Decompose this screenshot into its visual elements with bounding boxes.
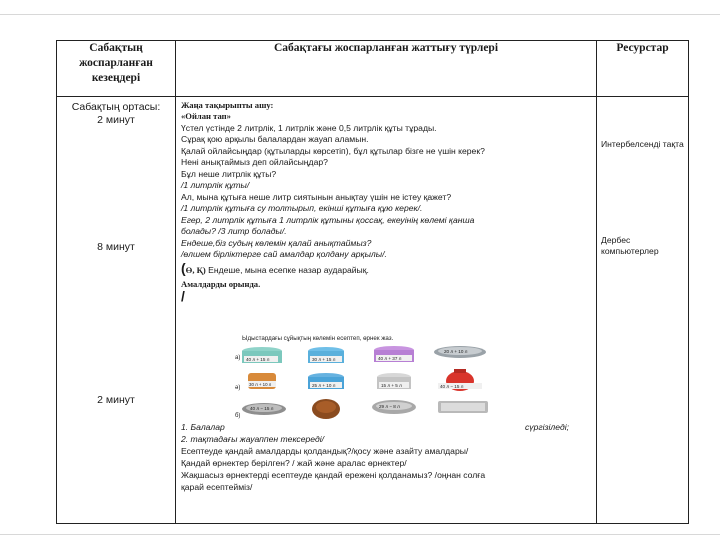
answer-line: /өлшем бірліктерге сай амалдар қолдану арқылы/. [181,249,387,259]
assessment-code: Ө, Қ) [185,265,206,275]
pot-label-9: 40 л − 15 л [250,406,274,411]
pan-4 [434,346,486,358]
pot-3 [374,346,414,362]
answer-line: /1 литрлік құтыға су толтырып, екінші құтыға құю керек/. [181,203,423,213]
text-line: Жақшасыз өрнектерді есептеуде қандай ережені қолданамыз? /оңнан солға [181,470,486,480]
activity-title: «Ойлан тап» [181,111,231,121]
slide-bottom-rule [0,534,720,535]
pot-label-7: 15 л + 5 л [381,383,402,388]
text-line: Егер, 2 литрлік құтыға 1 литрлік құтыны қоссақ, екеуінің көлемі қанша [181,215,475,225]
assessment-text: Ендеше, мына есепке назар аударайық. [205,265,369,275]
text-line: Қандай өрнектер берілген? / жай және аралас өрнектер/ [181,458,407,468]
slide-top-rule [0,14,720,15]
lesson-plan-table [56,40,689,524]
pot-label-10: 29 л − 8 л [379,404,400,409]
basket-12 [312,399,340,419]
pot-label-3: 40 л + 37 л [378,356,402,361]
pot-label-1: 40 л + 15 л [246,357,270,362]
resource-interactive-board: Интербелсенді тақта [601,139,684,149]
text-line: Ендеше,біз судың көлемін қалай анықтаймыз? [181,238,372,248]
text-line: Бұл неше литрлік құты? [181,169,277,179]
paren-mark: ( [181,260,186,276]
jar-5 [248,373,276,389]
pot-label-5: 30 л + 10 л [249,382,272,387]
stage-2-time: 8 минут [97,241,135,253]
answer-line: /1 литрлік құты/ [181,180,250,190]
text-line: Қалай ойлайсыңдар (құтыларды көрсетіп), бұл құтылар бізге не үшін керек? [181,146,485,156]
text-line: Сұрақ қою арқылы балалардан жауап аламын. [181,134,369,144]
pot-7 [377,373,411,389]
row-b-label: ә) [235,385,241,391]
header-resources: Ресурстар [597,41,689,97]
assessment-line [181,260,369,276]
pot-label-8: 40 л − 15 л [440,384,464,389]
text-line: 2. тақтадағы жауаппен тексереді/ [181,434,325,444]
header-row [57,41,689,97]
stage-1-time: 2 минут [97,114,135,126]
text-line-left: 1. Балалар [181,422,225,432]
pot-2 [308,347,344,363]
stage-middle-label: Сабақтың ортасы: [71,101,161,113]
pot-label-4: 20 л + 10 л [444,349,468,354]
slash-mark: / [181,288,185,304]
pot-label-6: 25 л + 10 л [312,383,336,388]
answer-line: болады? /3 литр болады/. [181,226,287,236]
text-line: Нені анықтаймыз деп ойлайсыңдар? [181,157,328,167]
stage-3-time: 2 минут [97,394,135,406]
pot-1 [242,347,282,363]
header-stages: Сабақтың жоспарланған кезеңдері [57,41,176,97]
liquid-volume-figure [234,331,500,427]
stages-cell [57,97,176,524]
figure-caption: Ыдыстардағы сұйықтың көлемін есептеп, өрнек жаз. [242,335,394,342]
text-line: Есептеуде қандай амалдарды қолдандық?/қосу және азайту амалдары/ [181,446,469,456]
text-line: қарай есептейміз/ [181,482,253,492]
text-line: Ал, мына құтыға неше литр сиятынын анықтау үшін не істеу қажет? [181,192,452,202]
task-heading: Амалдарды орында. [181,279,261,289]
pot-6 [308,373,344,389]
row-c-label: б) [235,413,241,419]
tray-11 [438,401,488,413]
exercises-cell [176,97,597,524]
pot-10 [372,400,416,414]
resources-cell [597,97,689,524]
body-row [57,97,689,524]
text-line: Үстел үстінде 2 литрлік, 1 литрлік және 0,5 литрлік құты тұрады. [181,123,437,133]
new-topic-heading: Жаңа тақырыпты ашу: [181,100,274,110]
text-line-right: сүргізіледі; [525,422,570,432]
row-a-label: а) [235,355,241,361]
header-exercises: Сабақтағы жоспарланған жаттығу түрлері [176,41,597,97]
pot-label-2: 30 л + 15 л [312,357,336,362]
resource-computers: Дербес компьютерлер [601,235,659,257]
pan-9 [242,403,286,415]
